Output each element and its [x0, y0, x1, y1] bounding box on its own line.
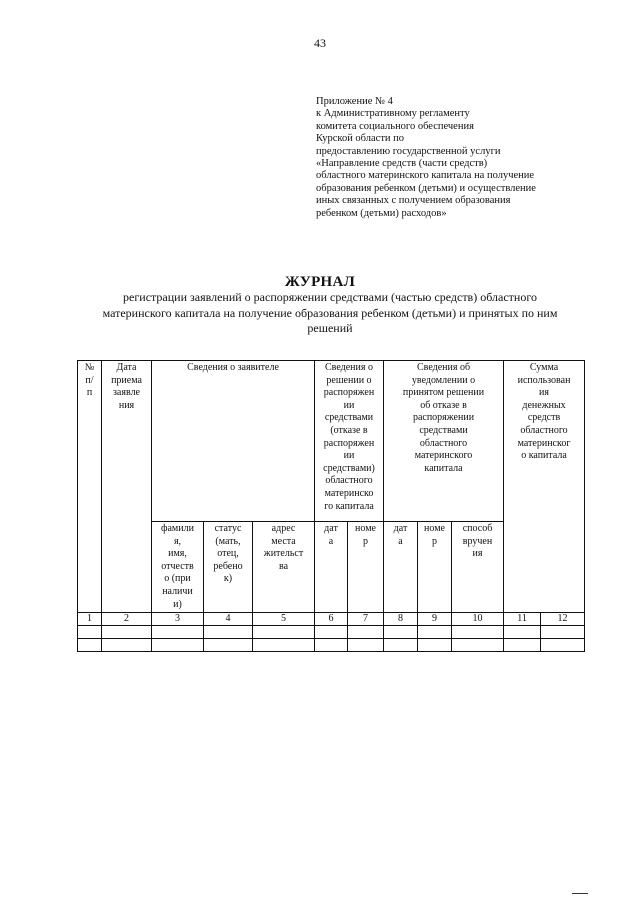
annex-line: образования ребенком (детьми) и осуществление	[316, 182, 536, 194]
subtitle-line: решений	[307, 321, 353, 335]
empty-cell	[418, 626, 452, 639]
column-number: 7	[348, 613, 384, 626]
journal-title: ЖУРНАЛ	[284, 274, 356, 290]
column-number: 10	[452, 613, 504, 626]
column-number: 6	[315, 613, 348, 626]
column-number: 9	[418, 613, 452, 626]
journal-table	[77, 360, 585, 652]
column-number: 5	[253, 613, 315, 626]
empty-cell	[315, 626, 348, 639]
empty-cell	[541, 639, 585, 652]
empty-cell	[504, 639, 541, 652]
annex-line: Приложение № 4	[316, 96, 393, 107]
empty-cell	[452, 626, 504, 639]
column-number-row	[78, 613, 585, 626]
annex-line: «Направление средств (части средств)	[316, 158, 488, 170]
column-number: 2	[102, 613, 152, 626]
subheader-delivery-method: способ вручен ия	[452, 522, 504, 613]
annex-line: комитета социального обеспечения	[316, 120, 474, 132]
empty-cell	[78, 626, 102, 639]
empty-cell	[452, 639, 504, 652]
column-number: 11	[504, 613, 541, 626]
empty-cell	[253, 639, 315, 652]
empty-cell	[204, 639, 253, 652]
annex-block	[316, 96, 596, 220]
column-number: 4	[204, 613, 253, 626]
empty-cell	[348, 626, 384, 639]
header-row-main	[78, 361, 585, 522]
subheader-notice-date: дат а	[384, 522, 418, 613]
subheader-address: адрес места жительст ва	[253, 522, 315, 613]
empty-cell	[541, 626, 585, 639]
table-row	[78, 626, 585, 639]
subtitle-line: регистрации заявлений о распоряжении средствами (частью средств) областного	[123, 290, 537, 304]
subheader-decision-date: дат а	[315, 522, 348, 613]
subheader-decision-number: номе р	[348, 522, 384, 613]
page-number: 43	[314, 36, 326, 50]
header-date-received: Дата приема заявле ния	[102, 361, 152, 613]
column-number: 3	[152, 613, 204, 626]
table-row	[78, 639, 585, 652]
journal-subtitle	[80, 290, 580, 337]
empty-cell	[384, 626, 418, 639]
header-number: № п/ п	[78, 361, 102, 613]
subheader-notice-number: номе р	[418, 522, 452, 613]
empty-cell	[102, 639, 152, 652]
annex-line: предоставлению государственной услуги	[316, 145, 501, 157]
empty-cell	[348, 639, 384, 652]
page-corner-mark	[572, 893, 588, 894]
annex-line: областного материнского капитала на получение	[316, 170, 535, 182]
column-number: 1	[78, 613, 102, 626]
column-number: 12	[541, 613, 585, 626]
subheader-full-name: фамили я, имя, отчеств о (при наличи и)	[152, 522, 204, 613]
header-capital-sum: Сумма использован ия денежных средств областного материнског о капитала	[504, 361, 585, 613]
empty-cell	[102, 626, 152, 639]
empty-cell	[418, 639, 452, 652]
empty-cell	[504, 626, 541, 639]
empty-cell	[384, 639, 418, 652]
header-decision-info: Сведения о решении о распоряжен ии средствами (отказе в распоряжен ии средствами) областного материнско го капитала	[315, 361, 384, 522]
empty-cell	[204, 626, 253, 639]
empty-cell	[152, 639, 204, 652]
header-notification-info: Сведения об уведомлении о принятом решении об отказе в распоряжении средствами областного материнского капитала	[384, 361, 504, 522]
empty-cell	[152, 626, 204, 639]
subtitle-line: материнского капитала на получение образования ребенком (детьми) и принятых по ним	[102, 305, 558, 320]
annex-line: Курской области по	[316, 133, 405, 145]
subheader-status: статус (мать, отец, ребено к)	[204, 522, 253, 613]
empty-cell	[315, 639, 348, 652]
column-number: 8	[384, 613, 418, 626]
annex-line: иных связанных с получением образования	[316, 195, 511, 207]
annex-line: к Административному регламенту	[316, 108, 470, 120]
empty-cell	[78, 639, 102, 652]
annex-line: ребенком (детьми) расходов»	[316, 207, 447, 219]
header-applicant-info: Сведения о заявителе	[152, 361, 315, 522]
empty-cell	[253, 626, 315, 639]
